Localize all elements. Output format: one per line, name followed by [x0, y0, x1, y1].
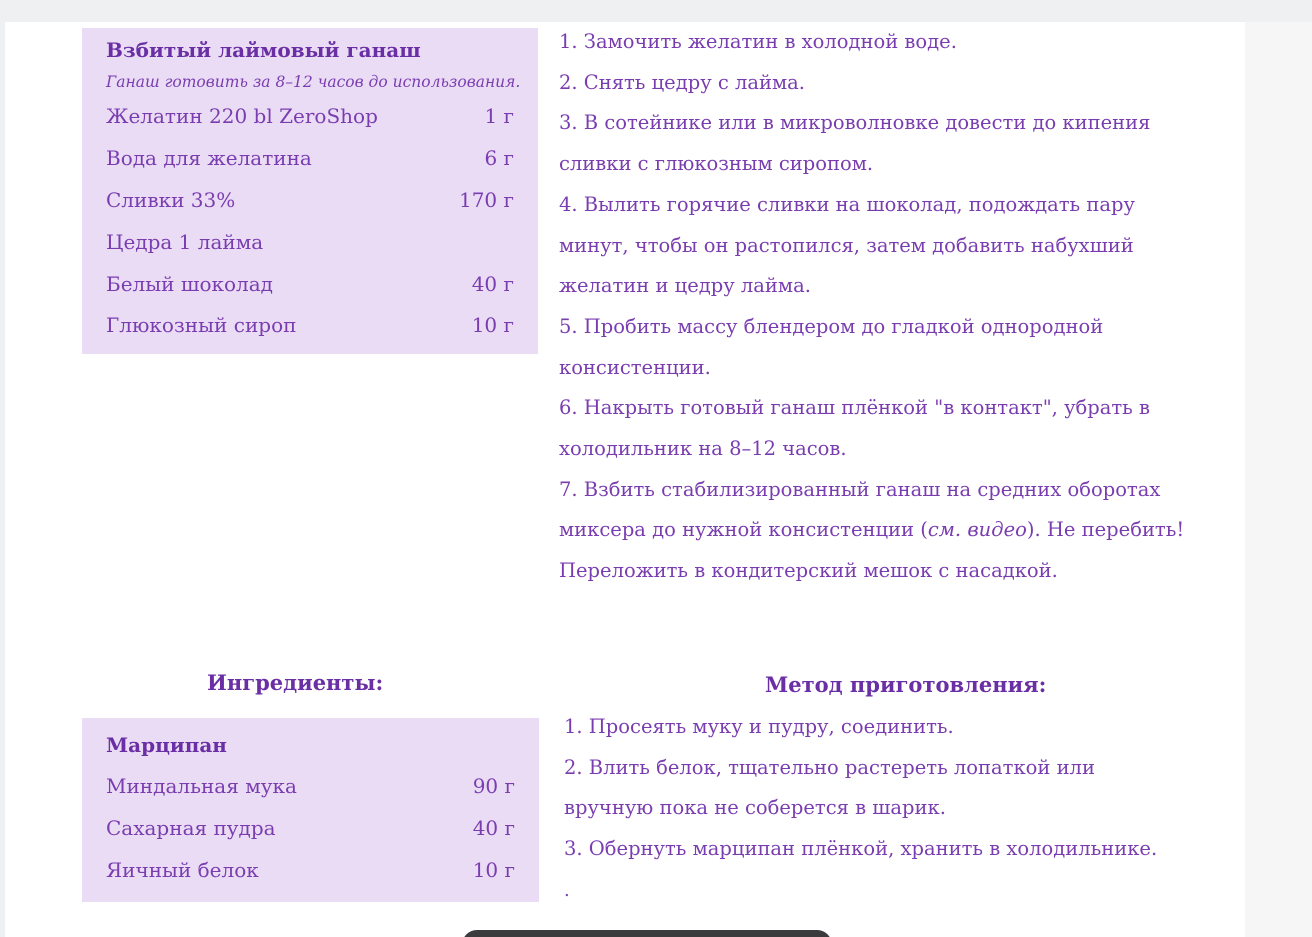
ingredient-qty: 10 г — [471, 313, 514, 337]
step-text: миксера до нужной консистенции ( — [559, 518, 928, 542]
step-text: ). Не перебить! — [1026, 518, 1185, 542]
step-line: 3. Обернуть марципан плёнкой, хранить в холодильнике. — [564, 837, 1158, 861]
ingredient-row — [106, 272, 514, 296]
ingredient-row — [106, 313, 514, 337]
ingredient-qty: 10 г — [472, 858, 515, 882]
ingredient-name: Сливки 33% — [106, 188, 236, 212]
step-line: 1. Просеять муку и пудру, соединить. — [564, 715, 954, 738]
step-line — [559, 510, 1184, 551]
marzipan-title: Марципан — [106, 733, 227, 757]
marzipan-ingredients-box — [82, 718, 539, 902]
step-line: вручную пока не соберется в шарик. — [564, 796, 946, 820]
ingredient-name: Яичный белок — [106, 858, 259, 882]
ingredient-name: Белый шоколад — [106, 272, 273, 296]
ingredient-row — [106, 104, 514, 128]
ingredient-name: Сахарная пудра — [106, 816, 276, 840]
ingredient-name: Миндальная мука — [106, 774, 297, 798]
ganache-note: Ганаш готовить за 8–12 часов до использования. — [106, 73, 521, 91]
ingredient-qty: 40 г — [472, 816, 515, 840]
ingredient-row — [106, 774, 515, 798]
ingredient-row — [106, 188, 514, 212]
ingredient-qty: 6 г — [484, 146, 514, 170]
trailing-dot: . — [564, 880, 570, 901]
step-line: 6. Накрыть готовый ганаш плёнкой "в контакт", убрать в — [559, 396, 1150, 420]
step-line: 7. Взбить стабилизированный ганаш на средних оборотах — [559, 477, 1161, 501]
step-line: сливки с глюкозным сиропом. — [559, 152, 874, 176]
step-line: 3. В сотейнике или в микроволновке довести до кипения — [559, 111, 1151, 135]
marzipan-steps — [564, 707, 1157, 870]
ingredients-heading: Ингредиенты: — [207, 670, 384, 695]
ganache-title: Взбитый лаймовый ганаш — [106, 38, 421, 62]
step-line: консистенции. — [559, 355, 711, 379]
ingredient-qty: 1 г — [484, 104, 514, 128]
ganache-ingredients-box — [82, 28, 538, 354]
step-line: 4. Вылить горячие сливки на шоколад, подождать пару — [559, 192, 1135, 216]
home-indicator[interactable] — [462, 930, 832, 937]
page-margin — [1245, 22, 1312, 937]
ingredient-name: Вода для желатина — [106, 146, 312, 170]
ingredient-name: Желатин 220 bl ZeroShop — [106, 104, 378, 128]
step-line: 2. Влить белок, тщательно растереть лопаткой или — [564, 755, 1095, 779]
step-line: желатин и цедру лайма. — [559, 274, 811, 298]
ingredient-name: Цедра 1 лайма — [106, 230, 264, 254]
ingredient-qty: 40 г — [471, 272, 514, 296]
ingredient-row — [106, 146, 514, 170]
ingredient-row — [106, 858, 515, 882]
step-line: 5. Пробить массу блендером до гладкой однородной — [559, 314, 1104, 338]
step-line: минут, чтобы он растопился, затем добавить набухший — [559, 233, 1134, 257]
ingredient-qty: 90 г — [472, 774, 515, 798]
ingredient-qty: 170 г — [458, 188, 514, 212]
ingredient-row — [106, 816, 515, 840]
step-line: 2. Снять цедру с лайма. — [559, 70, 805, 94]
method-heading: Метод приготовления: — [765, 672, 1047, 697]
step-line: 1. Замочить желатин в холодной воде. — [559, 30, 957, 53]
step-line: Переложить в кондитерский мешок с насадкой. — [559, 559, 1058, 583]
video-reference: см. видео — [927, 518, 1027, 542]
step-line: холодильник на 8–12 часов. — [559, 437, 847, 461]
ingredient-row — [106, 230, 514, 254]
ingredient-name: Глюкозный сироп — [106, 313, 297, 337]
ganache-steps — [559, 22, 1184, 592]
